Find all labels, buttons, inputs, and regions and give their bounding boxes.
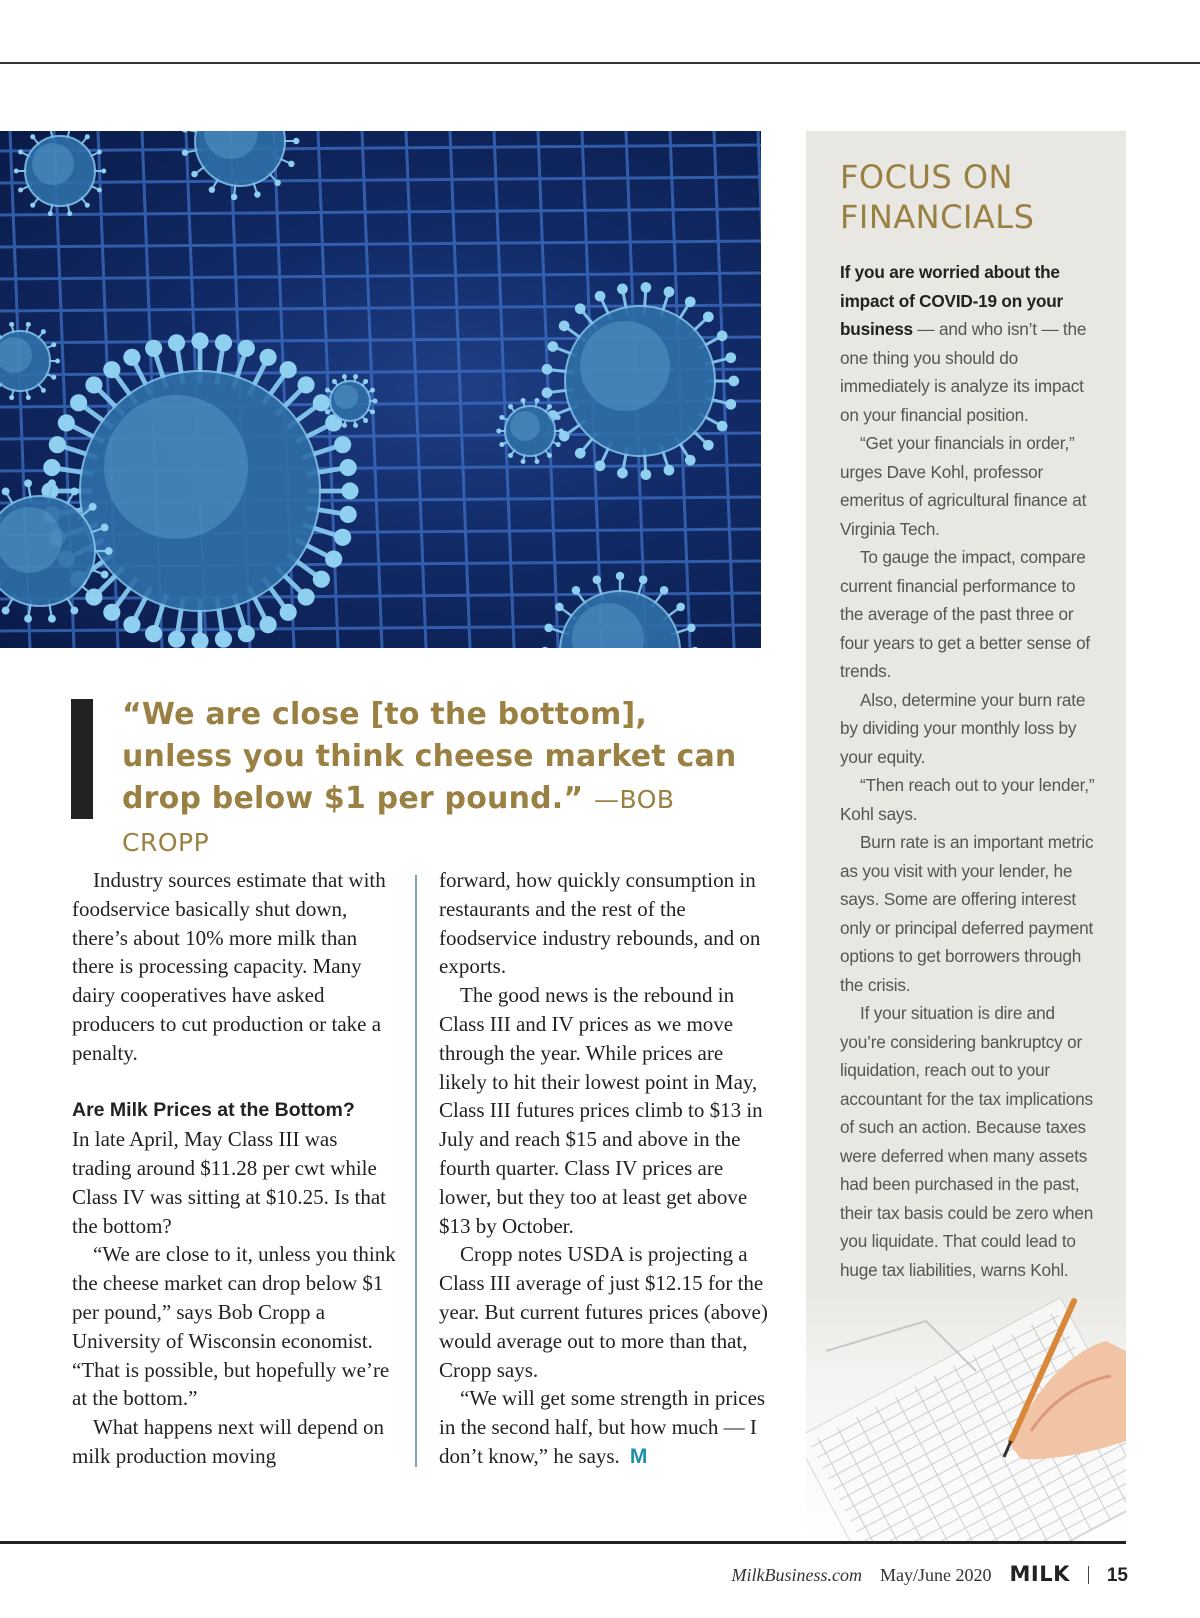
virus-particle: [182, 131, 300, 200]
subhead: Are Milk Prices at the Bottom?: [72, 1099, 355, 1122]
sidebar-paragraph: Also, determine your burn rate by dividing your monthly loss by your equity.: [840, 689, 1086, 767]
paragraph: Industry sources estimate that with foodservice basically shut down, there’s about 10% more milk than there is processing capacity. Many dairy cooperatives have asked producers to cut production or take a penalty.: [72, 868, 386, 1065]
body-column-1: [72, 866, 402, 1471]
sidebar-body: [840, 258, 1102, 1284]
footer-separator: [1088, 1566, 1089, 1584]
pull-quote: [122, 694, 762, 864]
virus-particle: [14, 131, 107, 216]
sidebar-lead-bold: If you are worried about the impact of COVID-19 on your business: [840, 262, 1064, 339]
page-number: 15: [1106, 1565, 1128, 1586]
magazine-logo: MILK: [1009, 1562, 1070, 1586]
column-divider: [415, 875, 417, 1467]
sidebar-title: FOCUS ON FINANCIALS: [840, 158, 1035, 236]
sidebar-paragraph: To gauge the impact, compare current financial performance to the average of the past three or four years to get a better sense of trends.: [840, 547, 1091, 681]
paragraph: [439, 1384, 769, 1471]
virus-particle: [0, 322, 60, 400]
sidebar-paragraph: Burn rate is an important metric as you visit with your lender, he says. Some are offering interest only or principal deferred payment options to get borrowers through the crisis.: [840, 832, 1094, 995]
sidebar-lead: [840, 258, 1102, 429]
paragraph: Cropp notes USDA is projecting a Class III average of just $12.15 for the year. But current futures prices (above) would average out to more than that, Cropp says.: [439, 1242, 768, 1382]
pull-quote-text: “We are close [to the bottom], unless you think cheese market can drop below $1 per pound.”: [122, 697, 737, 816]
body-column-2: [439, 866, 769, 1472]
virus-particle: [41, 332, 358, 648]
paragraph: The good news is the rebound in Class III and IV prices as we move through the year. While prices are likely to hit their lowest point in May, Class III futures prices climb to $13 in July and reach $15 and above in the fourth quarter. Class IV prices are lower, but they too at least get above $13 by October.: [439, 983, 763, 1238]
end-mark-icon: M: [629, 1444, 648, 1468]
bottom-rule: [0, 1541, 1126, 1544]
sidebar-focus-on-financials: [806, 131, 1126, 1541]
pull-quote-attribution: —BOB CROPP: [122, 785, 675, 857]
sidebar-paragraph: If your situation is dire and you’re considering bankruptcy or liquidation, reach out to your accountant for the tax implications of such an action. Because taxes were deferred when many assets had been purchased in the past, their tax basis could be zero when you liquidate. That could lead to huge tax liabilities, warns Kohl.: [840, 1003, 1094, 1280]
footer-issue-date: May/June 2020: [879, 1565, 992, 1585]
paragraph-text: “We will get some strength in prices in the second half, but how much — I don’t know,” he says.: [439, 1386, 766, 1468]
top-rule: [0, 62, 1200, 64]
virus-grid-graphic: [0, 131, 761, 648]
sidebar-paragraph: “Then reach out to your lender,” Kohl says.: [840, 775, 1095, 824]
virus-particle: [541, 572, 700, 648]
paragraph: forward, how quickly consumption in restaurants and the rest of the foodservice industry rebounds, and on exports.: [439, 868, 761, 979]
coronavirus-illustration: [0, 131, 761, 648]
pull-quote-bar: [71, 699, 93, 819]
pen-and-spreadsheet-graphic: [806, 1281, 1126, 1541]
footer-website: MilkBusiness.com: [731, 1565, 862, 1585]
hand-writing-photo: [806, 1281, 1126, 1541]
paragraph: In late April, May Class III was trading around $11.28 per cwt while Class IV was sitting at $10.25. Is that the bottom?: [72, 1127, 387, 1238]
sidebar-lead-rest: — and who isn’t — the one thing you should do immediately is analyze its impact on your financial position.: [840, 319, 1087, 425]
sidebar-paragraph: “Get your financials in order,” urges Dave Kohl, professor emeritus of agricultural finance at Virginia Tech.: [840, 433, 1087, 539]
virus-particle: [542, 282, 739, 480]
paragraph: What happens next will depend on milk production moving: [72, 1415, 385, 1468]
page-footer: [732, 1562, 1129, 1587]
paragraph: “We are close to it, unless you think the cheese market can drop below $1 per pound,” says Bob Cropp a University of Wisconsin economist. “That is possible, but hopefully we’re at the bottom.”: [72, 1242, 396, 1411]
